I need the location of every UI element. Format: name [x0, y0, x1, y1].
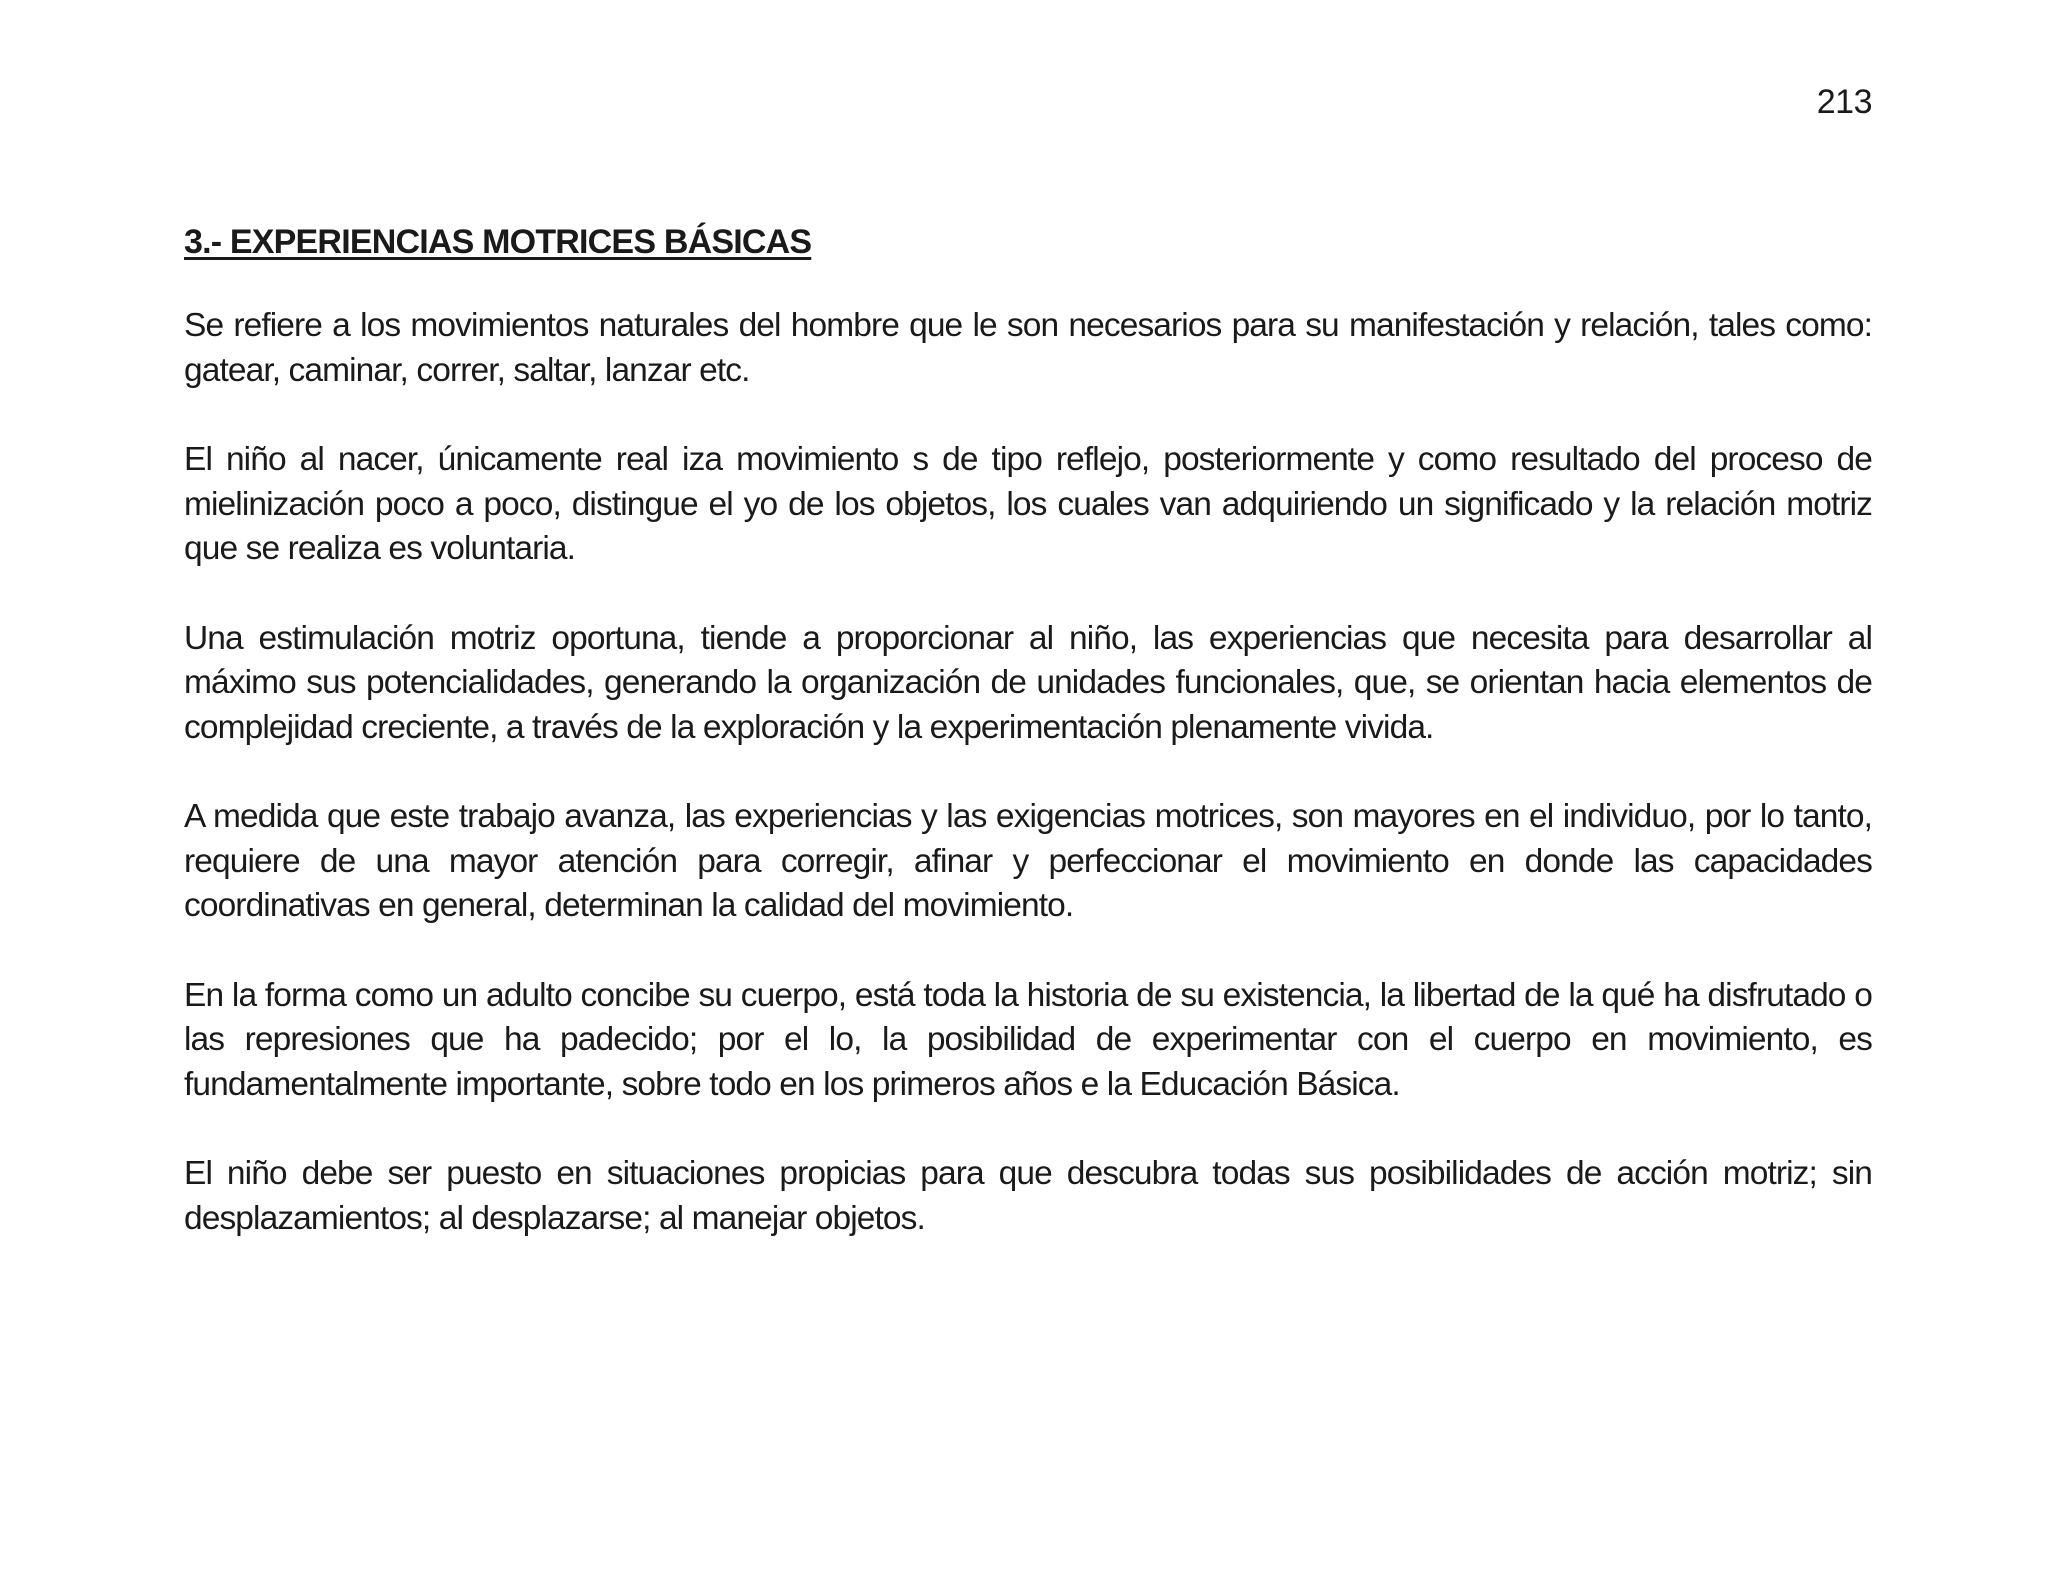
paragraph-5: En la forma como un adulto concibe su cuerpo, está toda la historia de su existencia, la libertad de la qué ha disfrutado o las represiones que ha padecido; por el lo, la posibilidad de experimentar con el cuerpo en movimiento, es fundamentalmente importante, sobre todo en los primeros años e la Educación Básica. — [184, 976, 1872, 1103]
page-content — [184, 220, 1872, 1286]
paragraph-6: El niño debe ser puesto en situaciones propicias para que descubra todas sus posibilidades de acción motriz; sin desplazamientos; al desplazarse; al manejar objetos. — [184, 1155, 1872, 1237]
paragraph-2: El niño al nacer, únicamente real iza movimiento s de tipo reflejo, posteriormente y como resultado del proceso de mielinización poco a poco, distingue el yo de los objetos, los cuales van adquiriendo un significado y la relación motriz que se realiza es voluntaria. — [184, 441, 1872, 567]
paragraph-4: A medida que este trabajo avanza, las experiencias y las exigencias motrices, son mayores en el individuo, por lo tanto, requiere de una mayor atención para corregir, afinar y perfeccionar el movimiento en donde las capacidades coordinativas en general, determinan la calidad del movimiento. — [184, 798, 1872, 924]
paragraph-3: Una estimulación motriz oportuna, tiende a proporcionar al niño, las experiencias que necesita para desarrollar al máximo sus potencialidades, generando la organización de unidades funcionales, que, se orientan hacia elementos de complejidad creciente, a través de la exploración y la experimentación plenamente vivida. — [184, 619, 1872, 746]
section-title: 3.- EXPERIENCIAS MOTRICES BÁSICAS — [184, 223, 812, 261]
paragraph-1: Se refiere a los movimientos naturales del hombre que le son necesarios para su manifestación y relación, tales como: gatear, caminar, correr, saltar, lanzar etc. — [184, 307, 1872, 389]
page-number: 213 — [1816, 83, 1872, 121]
